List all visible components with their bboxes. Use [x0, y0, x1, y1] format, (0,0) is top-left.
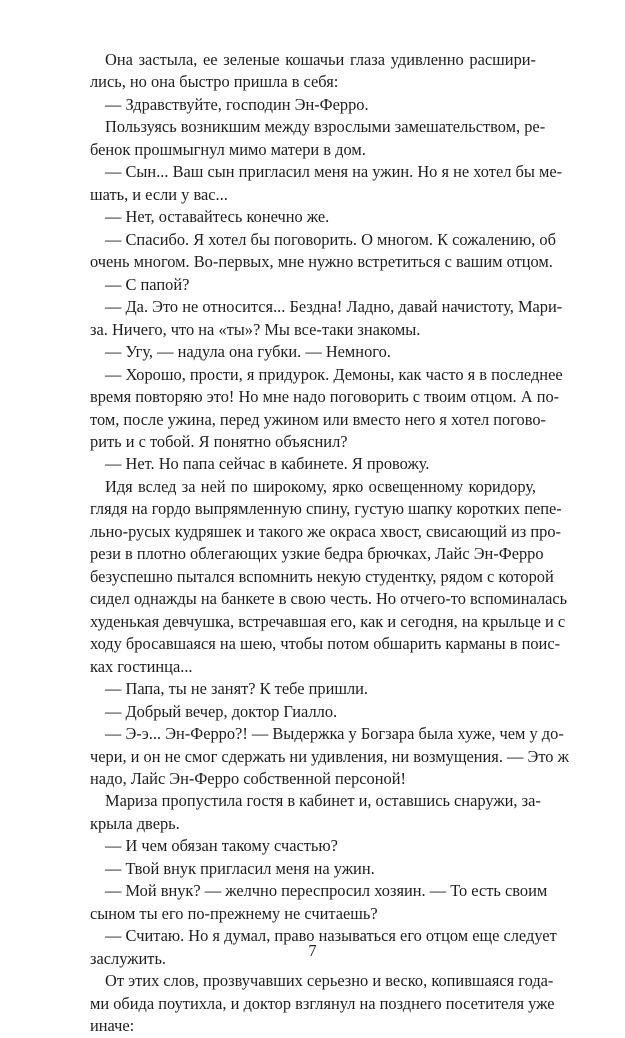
text-line: ках гостинца...: [90, 656, 193, 676]
text-line: — Нет, оставайтесь конечно же.: [105, 207, 330, 227]
text-line: сыном ты его по-прежнему не считаешь?: [90, 903, 378, 923]
text-line: рези в плотно облегающих узкие бедра брючках, Лайс Эн-Ферро: [90, 544, 544, 564]
text-line: иначе:: [90, 1016, 135, 1036]
text-line: Она застыла, ее зеленые кошачьи глаза удивленно расшири-: [105, 50, 536, 69]
text-line: Пользуясь возникшим между взрослыми замешательством, ре-: [105, 117, 546, 137]
text-line: — Хорошо, прости, я придурок. Демоны, как часто я в последнее: [105, 364, 563, 384]
text-line: — Мой внук? — желчно переспросил хозяин. — То есть своим: [105, 881, 548, 901]
text-line: очень многом. Во-первых, мне нужно встретиться с вашим отцом.: [90, 252, 553, 272]
text-line: лись, но она быстро пришла в себя:: [90, 72, 339, 92]
text-line: безуспешно пытался вспомнить некую студентку, рядом с которой: [90, 566, 554, 586]
text-line: Мариза пропустила гостя в кабинет и, оставшись снаружи, за-: [105, 791, 541, 811]
text-line: — Сын... Ваш сын пригласил меня на ужин. Но я не хотел бы ме-: [105, 162, 563, 182]
text-line: время повторяю это! Но мне надо поговорить с твоим отцом. А по-: [90, 387, 560, 407]
text-line: худенькая девчушка, встречавшая его, как и сегодня, на крыльце и с: [90, 611, 566, 631]
page-number: 7: [308, 941, 317, 960]
text-line: шать, и если у вас...: [90, 184, 228, 204]
text-line: надо, Лайс Эн-Ферро собственной персоной!: [90, 769, 406, 788]
text-line: — С папой?: [105, 274, 190, 294]
text-line: том, после ужина, перед ужином или вместо него я хотел погово-: [90, 409, 547, 429]
text-line: — Здравствуйте, господин Эн-Ферро.: [105, 94, 369, 114]
text-line: глядя на гордо выпрямленную спину, густую шапку коротких пепе-: [90, 499, 562, 519]
text-line: — Считаю. Но я думал, право называться его отцом еще следует: [105, 926, 557, 946]
text-line: — Спасибо. Я хотел бы поговорить. О многом. К сожалению, об: [105, 229, 556, 249]
text-line: — Добрый вечер, доктор Гиалло.: [105, 701, 338, 721]
text-line: — Э-э... Эн-Ферро?! — Выдержка у Богзара была хуже, чем у до-: [105, 724, 564, 744]
text-line: ми обида поутихла, и доктор взглянул на позднего посетителя уже: [90, 993, 555, 1013]
text-line: — Нет. Но папа сейчас в кабинете. Я провожу.: [105, 454, 430, 474]
text-line: — Папа, ты не занят? К тебе пришли.: [105, 679, 369, 699]
body-text: [90, 49, 569, 1038]
text-line: — И чем обязан такому счастью?: [105, 836, 338, 856]
text-line: — Твой внук пригласил меня на ужин.: [105, 858, 375, 878]
text-line: сидел однажды на банкете в свою честь. Но отчего-то вспоминалась: [90, 589, 568, 609]
text-line: льно-русых кудряшек и такого же окраса хвост, свисающий из про-: [90, 521, 561, 541]
text-line: рить и с тобой. Я понятно объяснил?: [90, 431, 348, 451]
text-line: — Да. Это не относится... Бездна! Ладно, давай начистоту, Мари-: [105, 297, 563, 317]
text-line: заслужить.: [90, 948, 167, 968]
text-line: — Угу, — надула она губки. — Немного.: [105, 342, 391, 362]
text-line: От этих слов, прозвучавших серьезно и веско, копившаяся года-: [105, 971, 554, 991]
text-line: ходу бросавшаяся на шею, чтобы потом обшарить карманы в поис-: [90, 634, 561, 654]
text-line: Идя вслед за ней по широкому, ярко освещенному коридору,: [105, 476, 536, 496]
text-line: крыла дверь.: [90, 813, 180, 833]
text-line: бенок прошмыгнул мимо матери в дом.: [90, 139, 366, 159]
text-line: чери, и он не смог сдержать ни удивления, ни возмущения. — Это ж: [90, 746, 569, 766]
text-line: за. Ничего, что на «ты»? Мы все-таки знакомы.: [90, 319, 421, 339]
